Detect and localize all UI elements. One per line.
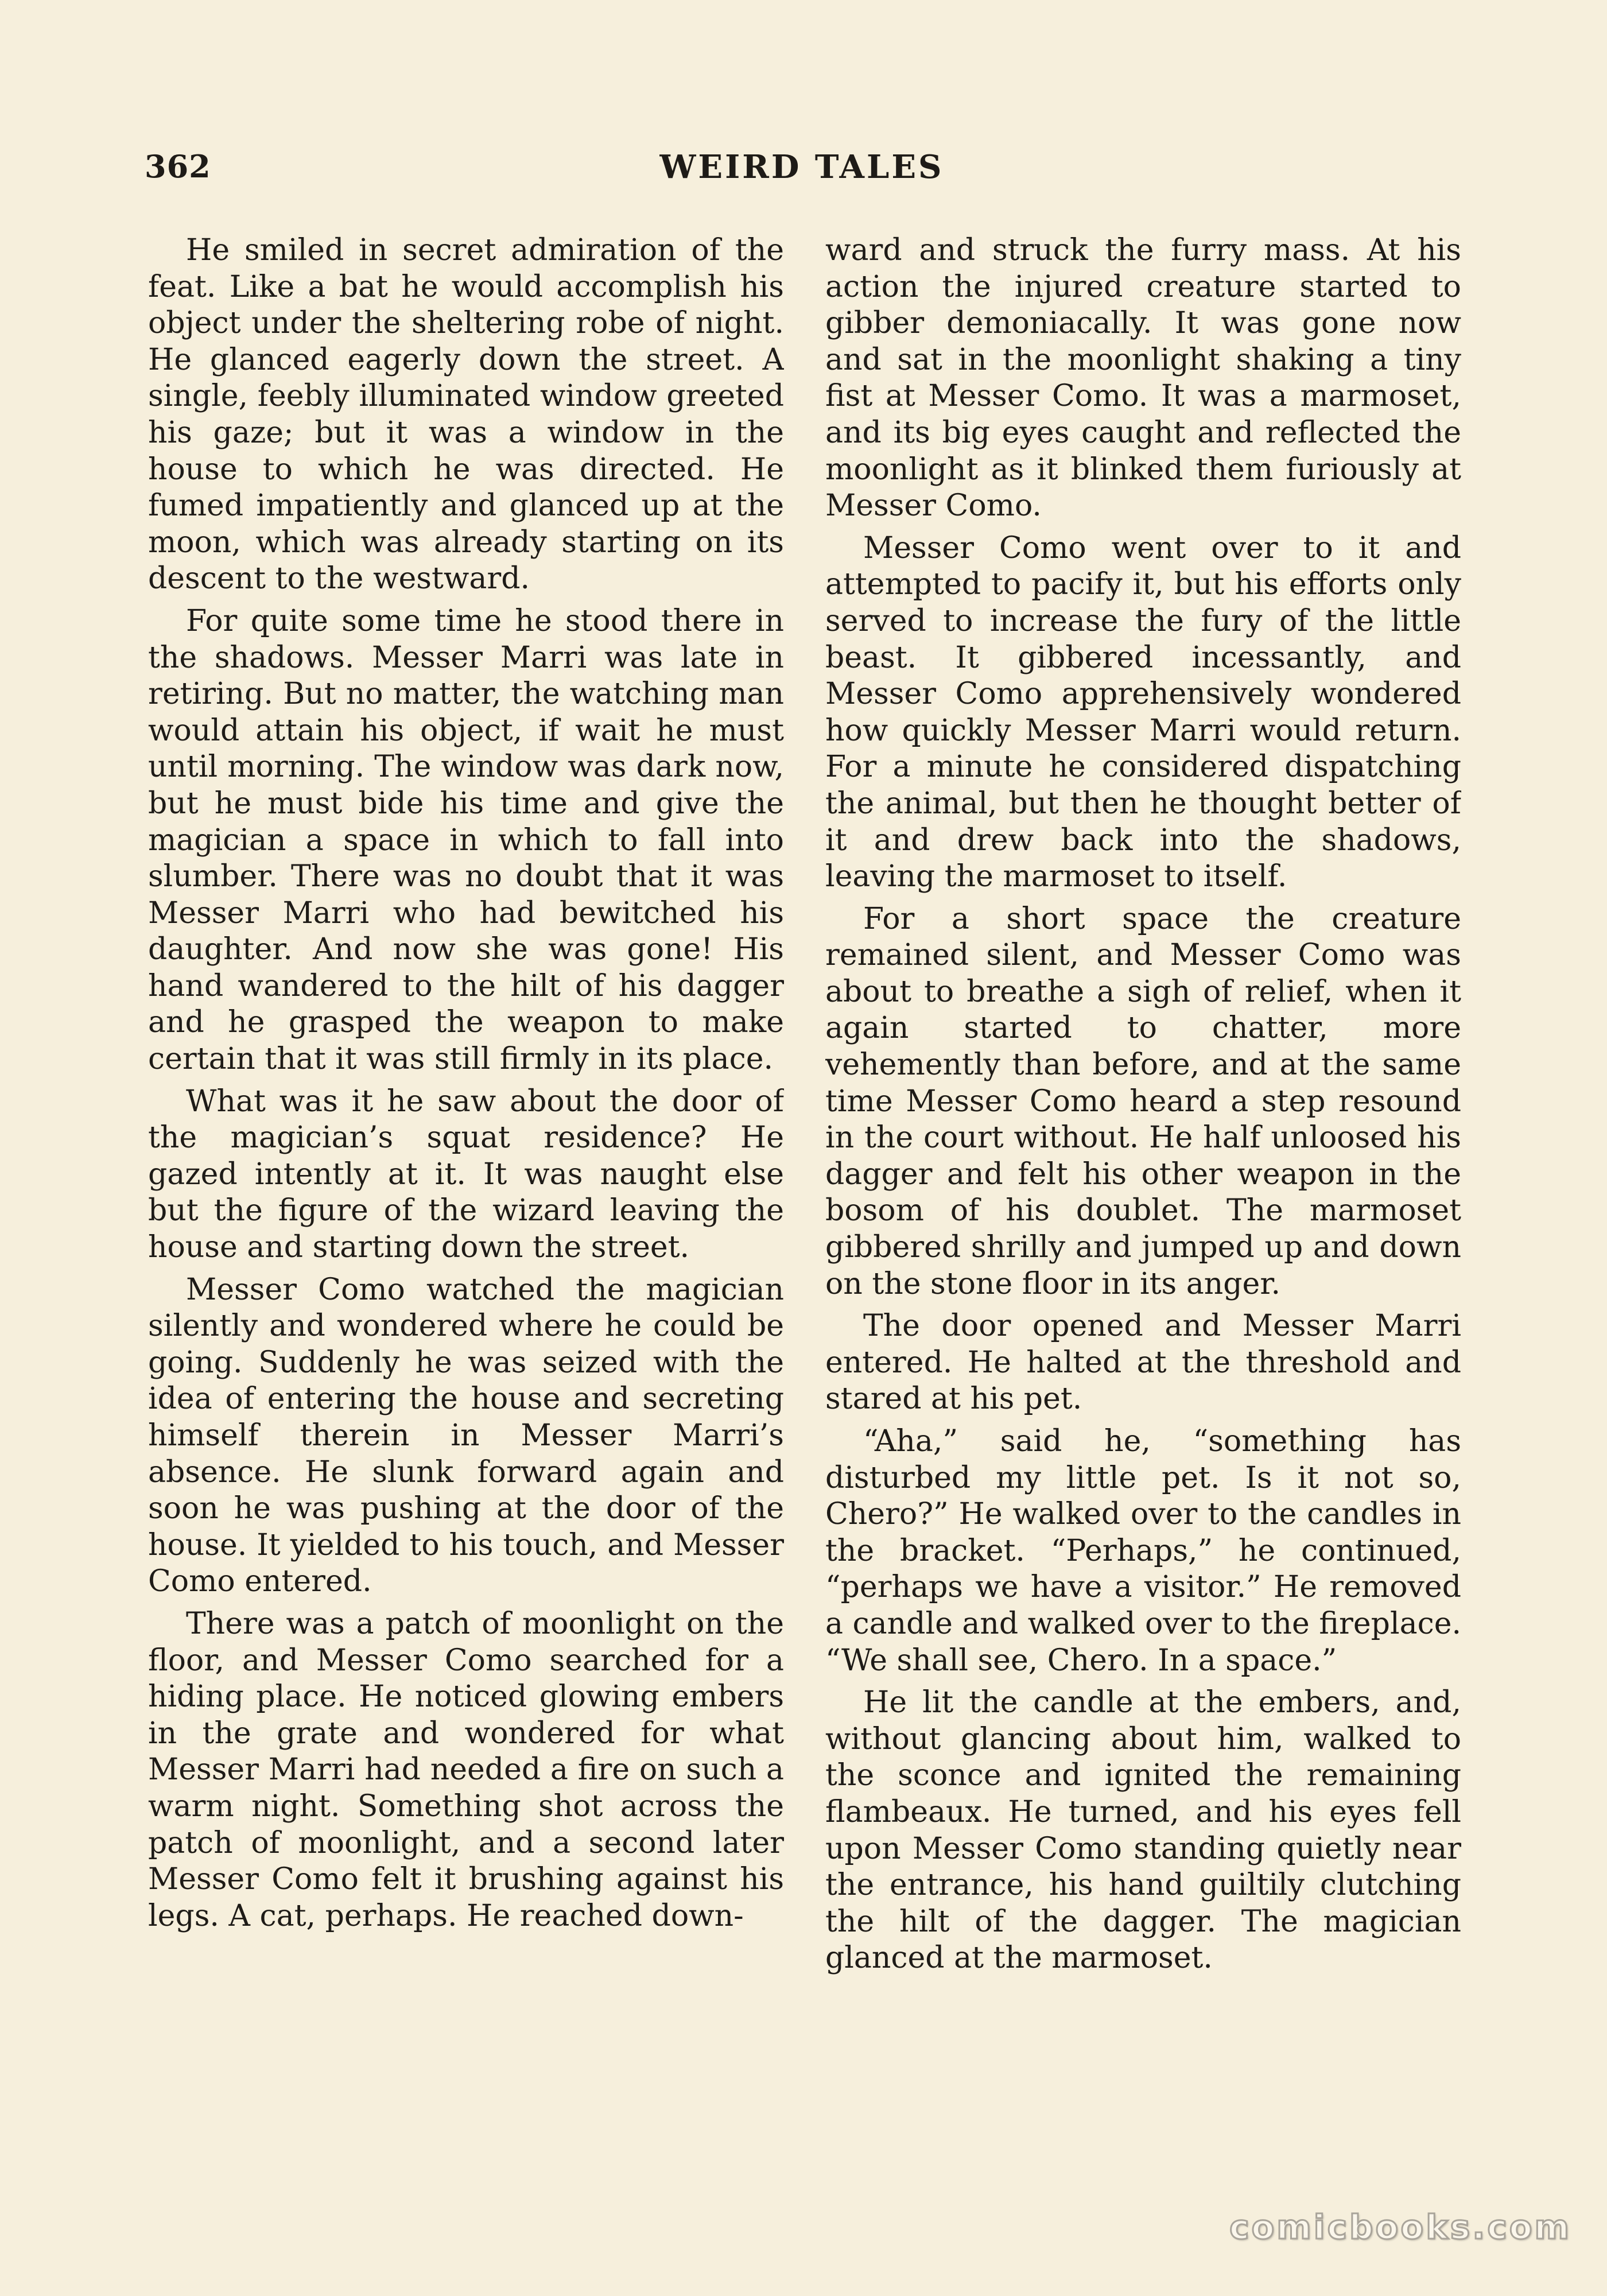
paragraph: For quite some time he stood there in the shadows. Messer Marri was late in retiring. But no matter, the watching man would attain his object, if wait he must until morning. The window was dark now, but he must bide his time and give the magician a space in which to fall into slumber. There was no doubt that it was Messer Marri who had bewitched his daughter. And now she was gone! His hand wandered to the hilt of his dagger and he grasped the weapon to make certain that it was still firmly in its place. (148, 603, 784, 1077)
paragraph: He lit the candle at the embers, and, without glancing about him, walked to the sconce and ignited the remaining flambeaux. He turned, and his eyes fell upon Messer Como standing quietly near the entrance, his hand guiltily clutching the hilt of the dagger. The magician glanced at the marmoset. (825, 1685, 1461, 1976)
paragraph: Messer Como went over to it and attempted to pacify it, but his efforts only served to increase the fury of the little beast. It gibbered incessantly, and Messer Como apprehensively wondered how quickly Messer Marri would return. For a minute he considered dispatching the animal, but then he thought better of it and drew back into the shadows, leaving the marmoset to itself. (825, 530, 1461, 894)
page-header (145, 148, 1459, 188)
paragraph: Messer Como watched the magician silently and wondered where he could be going. Suddenly he was seized with the idea of entering the house and secreting himself therein in Messer Marri’s absence. He slunk forward again and soon he was pushing at the door of the house. It yielded to his touch, and Messer Como entered. (148, 1272, 784, 1599)
paragraph: “Aha,” said he, “something has disturbed my little pet. Is it not so, Chero?” He walked over to the candles in the bracket. “Perhaps,” he continued, “perhaps we have a visitor.” He removed a candle and walked over to the fireplace. “We shall see, Chero. In a space.” (825, 1424, 1461, 1678)
left-column (148, 232, 784, 2161)
magazine-title: WEIRD TALES (659, 148, 944, 186)
page-number: 362 (145, 148, 211, 185)
paragraph: He smiled in secret admiration of the feat. Like a bat he would accomplish his object under the sheltering robe of night. He glanced eagerly down the street. A single, feebly illuminated window greeted his gaze; but it was a window in the house to which he was directed. He fumed impatiently and glanced up at the moon, which was already starting on its descent to the westward. (148, 233, 784, 596)
paragraph: What was it he saw about the door of the magician’s squat residence? He gazed intently at it. It was naught else but the figure of the wizard leaving the house and starting down the street. (148, 1084, 784, 1265)
paragraph-continued: ward and struck the furry mass. At his action the injured creature started to gibber demoniacally. It was gone now and sat in the moonlight shaking a tiny fist at Messer Como. It was a marmoset, and its big eyes caught and reflected the moonlight as it blinked them furiously at Messer Como. (825, 233, 1461, 523)
paragraph: The door opened and Messer Marri entered. He halted at the threshold and stared at his pet. (825, 1309, 1461, 1417)
paragraph: There was a patch of moonlight on the floor, and Messer Como searched for a hiding place. He noticed glowing embers in the grate and wondered for what Messer Marri had needed a fire on such a warm night. Something shot across the patch of moonlight, and a second later Messer Como felt it brushing against his legs. A cat, perhaps. He reached down- (148, 1606, 784, 1933)
right-column (825, 232, 1461, 2161)
watermark: comicbooks.com (1229, 2208, 1571, 2247)
article-body (148, 232, 1461, 2161)
paragraph: For a short space the creature remained silent, and Messer Como was about to breathe a sigh of relief, when it again started to chatter, more vehemently than before, and at the same time Messer Como heard a step resound in the court without. He half unloosed his dagger and felt his other weapon in the bosom of his doublet. The marmoset gibbered shrilly and jumped up and down on the stone floor in its anger. (825, 901, 1461, 1301)
